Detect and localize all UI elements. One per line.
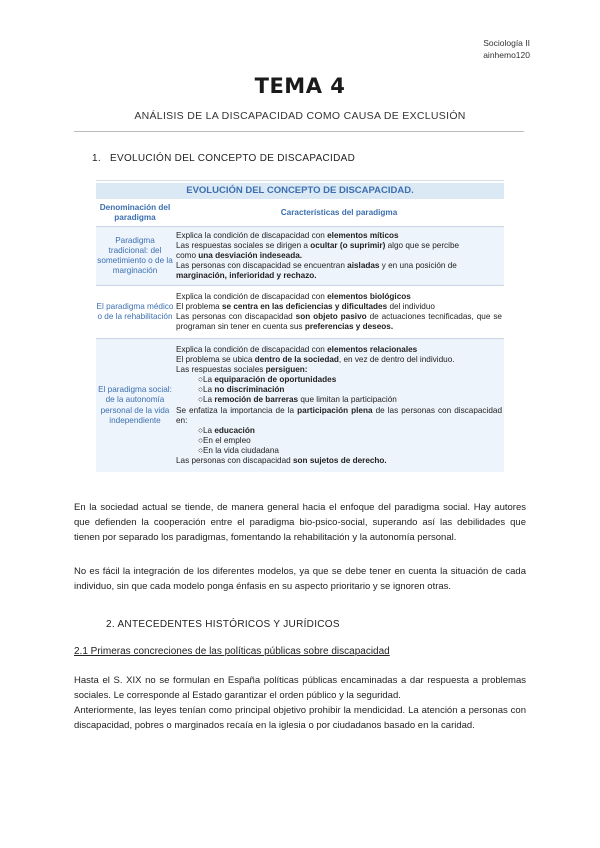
document-subtitle: ANÁLISIS DE LA DISCAPACIDAD COMO CAUSA DE EXCLUSIÓN	[134, 110, 466, 122]
paradigm-name: El paradigma social: de la autonomía personal de la vida independiente	[96, 339, 174, 473]
course-name: Sociología II	[483, 38, 530, 48]
paragraph-xix-century: Hasta el S. XIX no se formulan en España políticas públicas encaminadas a dar respuesta a problemas sociales. Le corresponde al Estado garantizar el orden público y la seguridad.	[74, 675, 526, 701]
table-row	[96, 339, 504, 473]
section-1-heading	[92, 153, 355, 164]
paradigm-characteristics: Explica la condición de discapacidad con elementos relacionales El problema se ubica dentro de la sociedad, en vez de dentro del individuo. Las respuestas sociales persiguen: ○La equiparación de oportunidades ○La no discriminación ○La remoción de barreras que limitan la participación Se enfatiza la importancia de la participación plena de las personas con discapacidad en: ○La educación ○En el empleo ○En la vida ciudadana Las personas con discapacidad son sujetos de derecho.	[174, 339, 504, 473]
section-1-label: EVOLUCIÓN DEL CONCEPTO DE DISCAPACIDAD	[110, 153, 356, 164]
paradigm-table-figure	[96, 180, 504, 484]
table-row	[96, 227, 504, 286]
page-header	[483, 37, 530, 61]
paradigm-table	[96, 200, 504, 472]
table-header-row	[96, 200, 504, 227]
paradigm-name: El paradigma médico o de la rehabilitación	[96, 286, 174, 339]
section-2-heading: 2. ANTECEDENTES HISTÓRICOS Y JURÍDICOS	[106, 619, 340, 630]
title-divider	[74, 131, 524, 132]
paragraph-integration: No es fácil la integración de los diferentes modelos, ya que se debe tener en cuenta la situación de cada individuo, sin que cada modelo ponga énfasis en su aspecto prioritario y se ignoren otras.	[74, 566, 526, 592]
column-header-characteristics: Características del paradigma	[174, 200, 504, 227]
paradigm-characteristics: Explica la condición de discapacidad con elementos míticos Las respuestas sociales se dirigen a ocultar (o suprimir) algo que se percibe como una desviación indeseada. Las personas con discapacidad se encuentran aisladas y en una posición de marginación, inferioridad y rechazo.	[174, 227, 504, 286]
paragraph-previous-laws: Anteriormente, las leyes tenían como principal objetivo prohibir la mendicidad. La atención a personas con discapacidad, pobres o marginados recaía en la iglesia o por ciudadanos basado en la caridad.	[74, 705, 526, 731]
paragraph-social-paradigm: En la sociedad actual se tiende, de manera general hacia el enfoque del paradigma social. Hay autores que defienden la cooperación entre el paradigma bio-psico-social, superando así las debilidades que tienen por separado los paradigmas, fomentando la rehabilitación y la autonomía personal.	[74, 502, 526, 543]
figure-title: EVOLUCIÓN DEL CONCEPTO DE DISCAPACIDAD.	[96, 183, 504, 199]
document-title: TEMA 4	[254, 74, 346, 98]
subsection-2-1-heading: 2.1 Primeras concreciones de las políticas públicas sobre discapacidad	[74, 646, 390, 657]
author-username: ainhemo120	[483, 50, 530, 60]
section-1-number: 1.	[92, 153, 101, 164]
column-header-name: Denominación del paradigma	[96, 200, 174, 227]
table-row	[96, 286, 504, 339]
paradigm-characteristics: Explica la condición de discapacidad con elementos biológicos El problema se centra en las deficiencias y dificultades del individuo Las personas con discapacidad son objeto pasivo de actuaciones tecnificadas, que se programan sin tener en cuenta sus preferencias y deseos.	[174, 286, 504, 339]
paradigm-name: Paradigma tradicional: del sometimiento o de la marginación	[96, 227, 174, 286]
